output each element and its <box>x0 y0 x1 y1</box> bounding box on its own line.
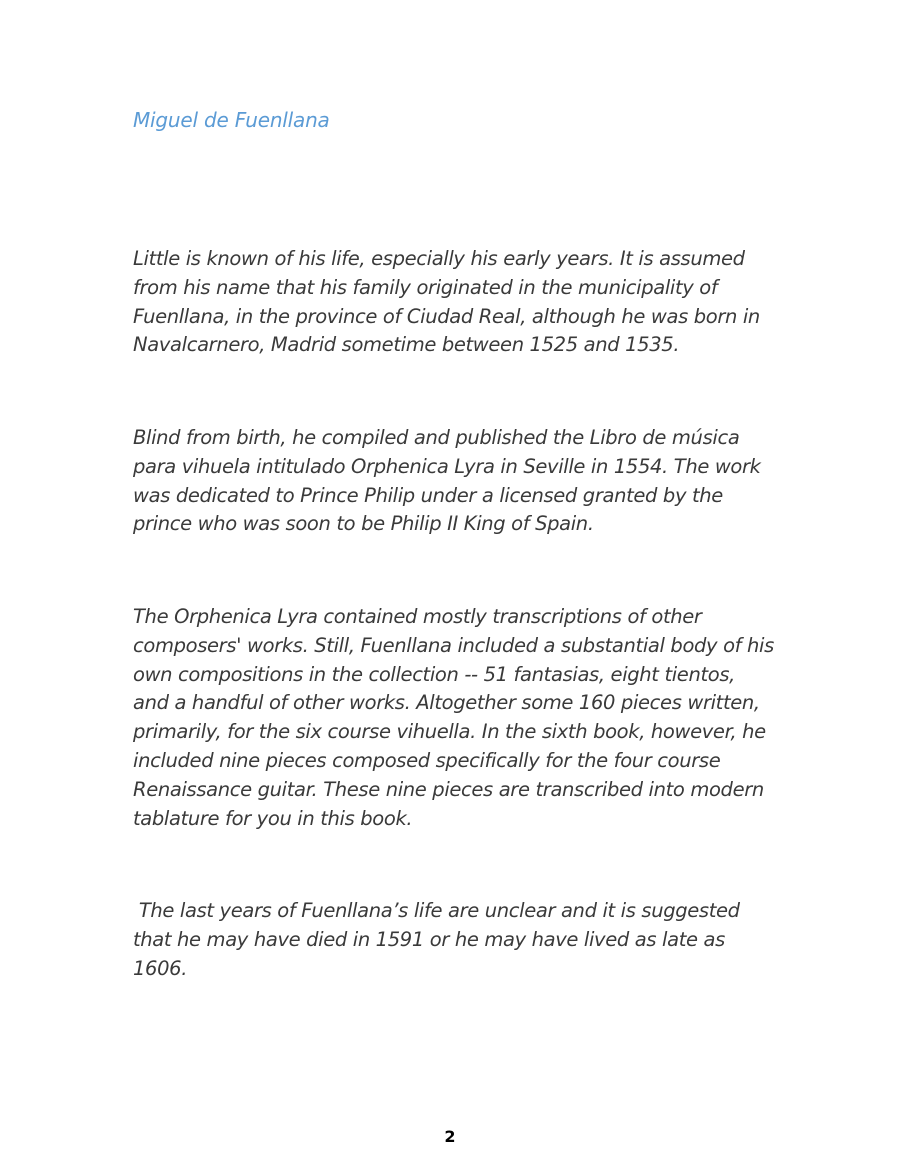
paragraph-line: primarily, for the six course vihuella. In the sixth book, however, he <box>133 720 766 744</box>
page-heading: Miguel de Fuenllana <box>133 108 330 132</box>
paragraph-line: was dedicated to Prince Philip under a licensed granted by the <box>133 483 723 507</box>
paragraph-line: The Orphenica Lyra contained mostly transcriptions of other <box>133 605 702 628</box>
paragraph-line: Navalcarnero, Madrid sometime between 1525 and 1535. <box>133 333 680 357</box>
paragraph-line: Fuenllana, in the province of Ciudad Real, although he was born in <box>133 304 760 328</box>
paragraph-orphenica-lyra <box>133 603 773 833</box>
paragraph-line: The last years of Fuenllana’s life are unclear and it is suggested <box>133 899 740 922</box>
paragraph-publication <box>133 424 773 539</box>
paragraph-line: prince who was soon to be Philip II King of Spain. <box>133 512 594 536</box>
paragraph-line: Little is known of his life, especially his early years. It is assumed <box>133 247 745 270</box>
paragraph-early-life <box>133 245 773 360</box>
paragraph-line: from his name that his family originated in the municipality of <box>133 275 718 299</box>
paragraph-line: Renaissance guitar. These nine pieces are transcribed into modern <box>133 777 764 801</box>
paragraph-line: tablature for you in this book. <box>133 806 413 830</box>
paragraph-line: para vihuela intitulado Orphenica Lyra in Seville in 1554. The work <box>133 454 761 478</box>
paragraph-line: composers' works. Still, Fuenllana included a substantial body of his <box>133 633 774 657</box>
paragraph-last-years <box>133 897 773 983</box>
paragraph-line: own compositions in the collection -- 51 fantasias, eight tientos, <box>133 662 735 686</box>
paragraph-line: and a handful of other works. Altogether some 160 pieces written, <box>133 691 760 715</box>
page-number: 2 <box>444 1127 456 1146</box>
paragraph-line: that he may have died in 1591 or he may have lived as late as <box>133 927 725 951</box>
paragraph-line: Blind from birth, he compiled and published the Libro de música <box>133 426 740 449</box>
paragraph-line: included nine pieces composed specifically for the four course <box>133 748 721 772</box>
paragraph-line: 1606. <box>133 956 188 980</box>
